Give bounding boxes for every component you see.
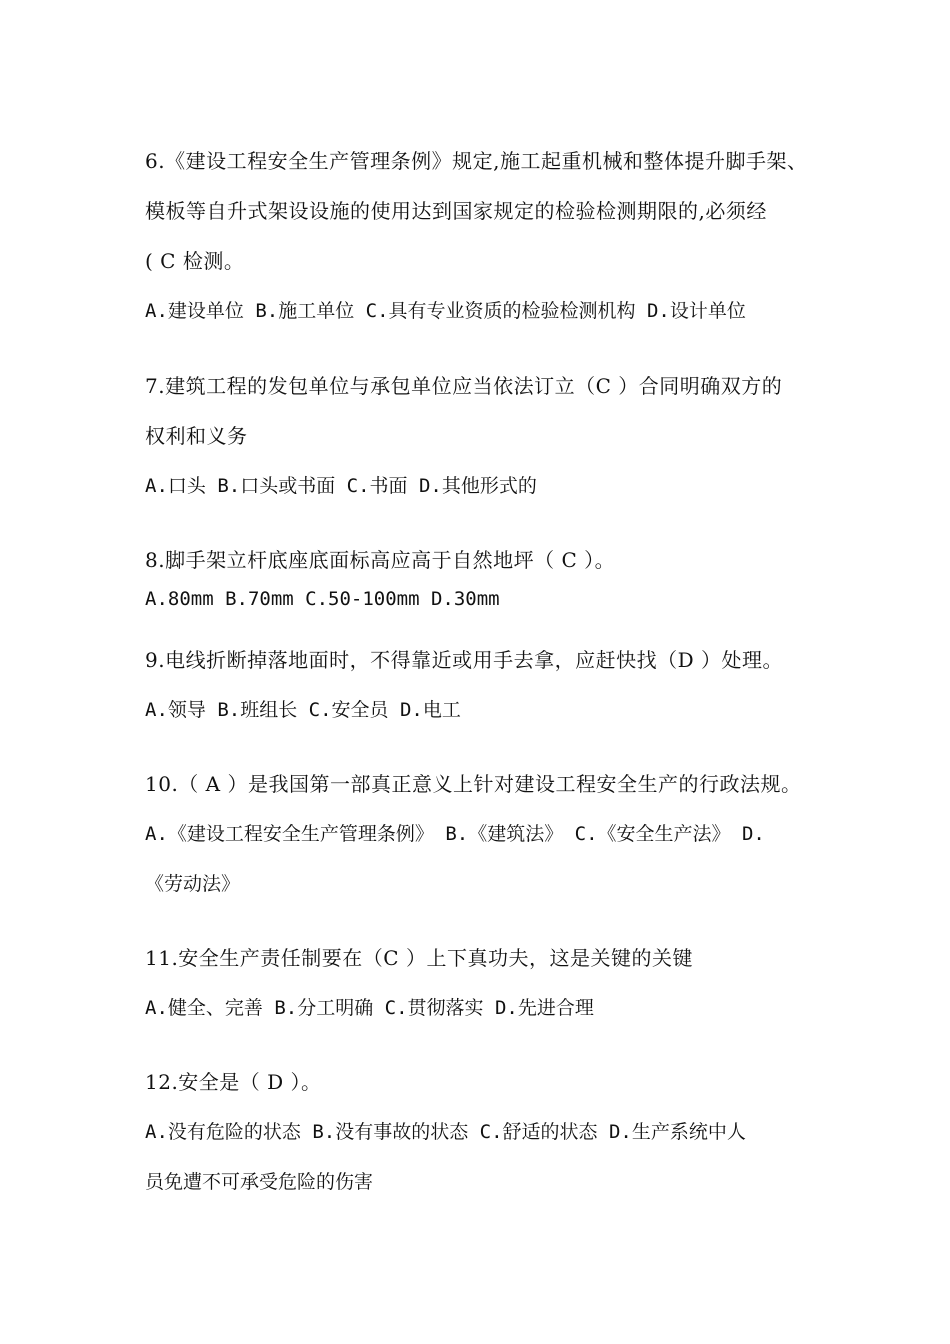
question-11-options: A.健全、完善 B.分工明确 C.贯彻落实 D.先进合理	[145, 997, 594, 1019]
question-7-options: A.口头 B.口头或书面 C.书面 D.其他形式的	[145, 475, 537, 497]
question-12-options-line-2: 员免遭不可承受危险的伤害	[145, 1171, 374, 1193]
question-9-options: A.领导 B.班组长 C.安全员 D.电工	[145, 699, 461, 721]
question-6-options: A.建设单位 B.施工单位 C.具有专业资质的检验检测机构 D.设计单位	[145, 300, 746, 322]
question-10-stem: 10.（ A ）是我国第一部真正意义上针对建设工程安全生产的行政法规。	[145, 772, 802, 796]
question-6-stem-line-3: ( C 检测。	[145, 249, 245, 273]
question-12-options-line-1: A.没有危险的状态 B.没有事故的状态 C.舒适的状态 D.生产系统中人	[145, 1121, 746, 1143]
question-8-stem: 8.脚手架立杆底座底面标高应高于自然地坪（ C ）。	[145, 548, 616, 572]
question-9-stem: 9.电线折断掉落地面时，不得靠近或用手去拿，应赶快找（D ）处理。	[145, 648, 783, 672]
question-12-stem: 12.安全是（ D ）。	[145, 1070, 322, 1094]
question-10-options-line-1: A.《建设工程安全生产管理条例》 B.《建筑法》 C.《安全生产法》 D.	[145, 823, 765, 845]
question-11-stem: 11.安全生产责任制要在（C ）上下真功夫，这是关键的关键	[145, 946, 693, 970]
question-10-options-line-2: 《劳动法》	[145, 873, 241, 895]
question-8-options: A.80mm B.70mm C.50-100mm D.30mm	[145, 588, 500, 610]
question-7-stem-line-2: 权利和义务	[145, 424, 248, 448]
question-6-stem-line-1: 6.《建设工程安全生产管理条例》规定,施工起重机械和整体提升脚手架、	[145, 149, 808, 173]
question-7-stem-line-1: 7.建筑工程的发包单位与承包单位应当依法订立（C ）合同明确双方的	[145, 374, 783, 398]
question-6-stem-line-2: 模板等自升式架设设施的使用达到国家规定的检验检测期限的,必须经	[145, 199, 767, 223]
